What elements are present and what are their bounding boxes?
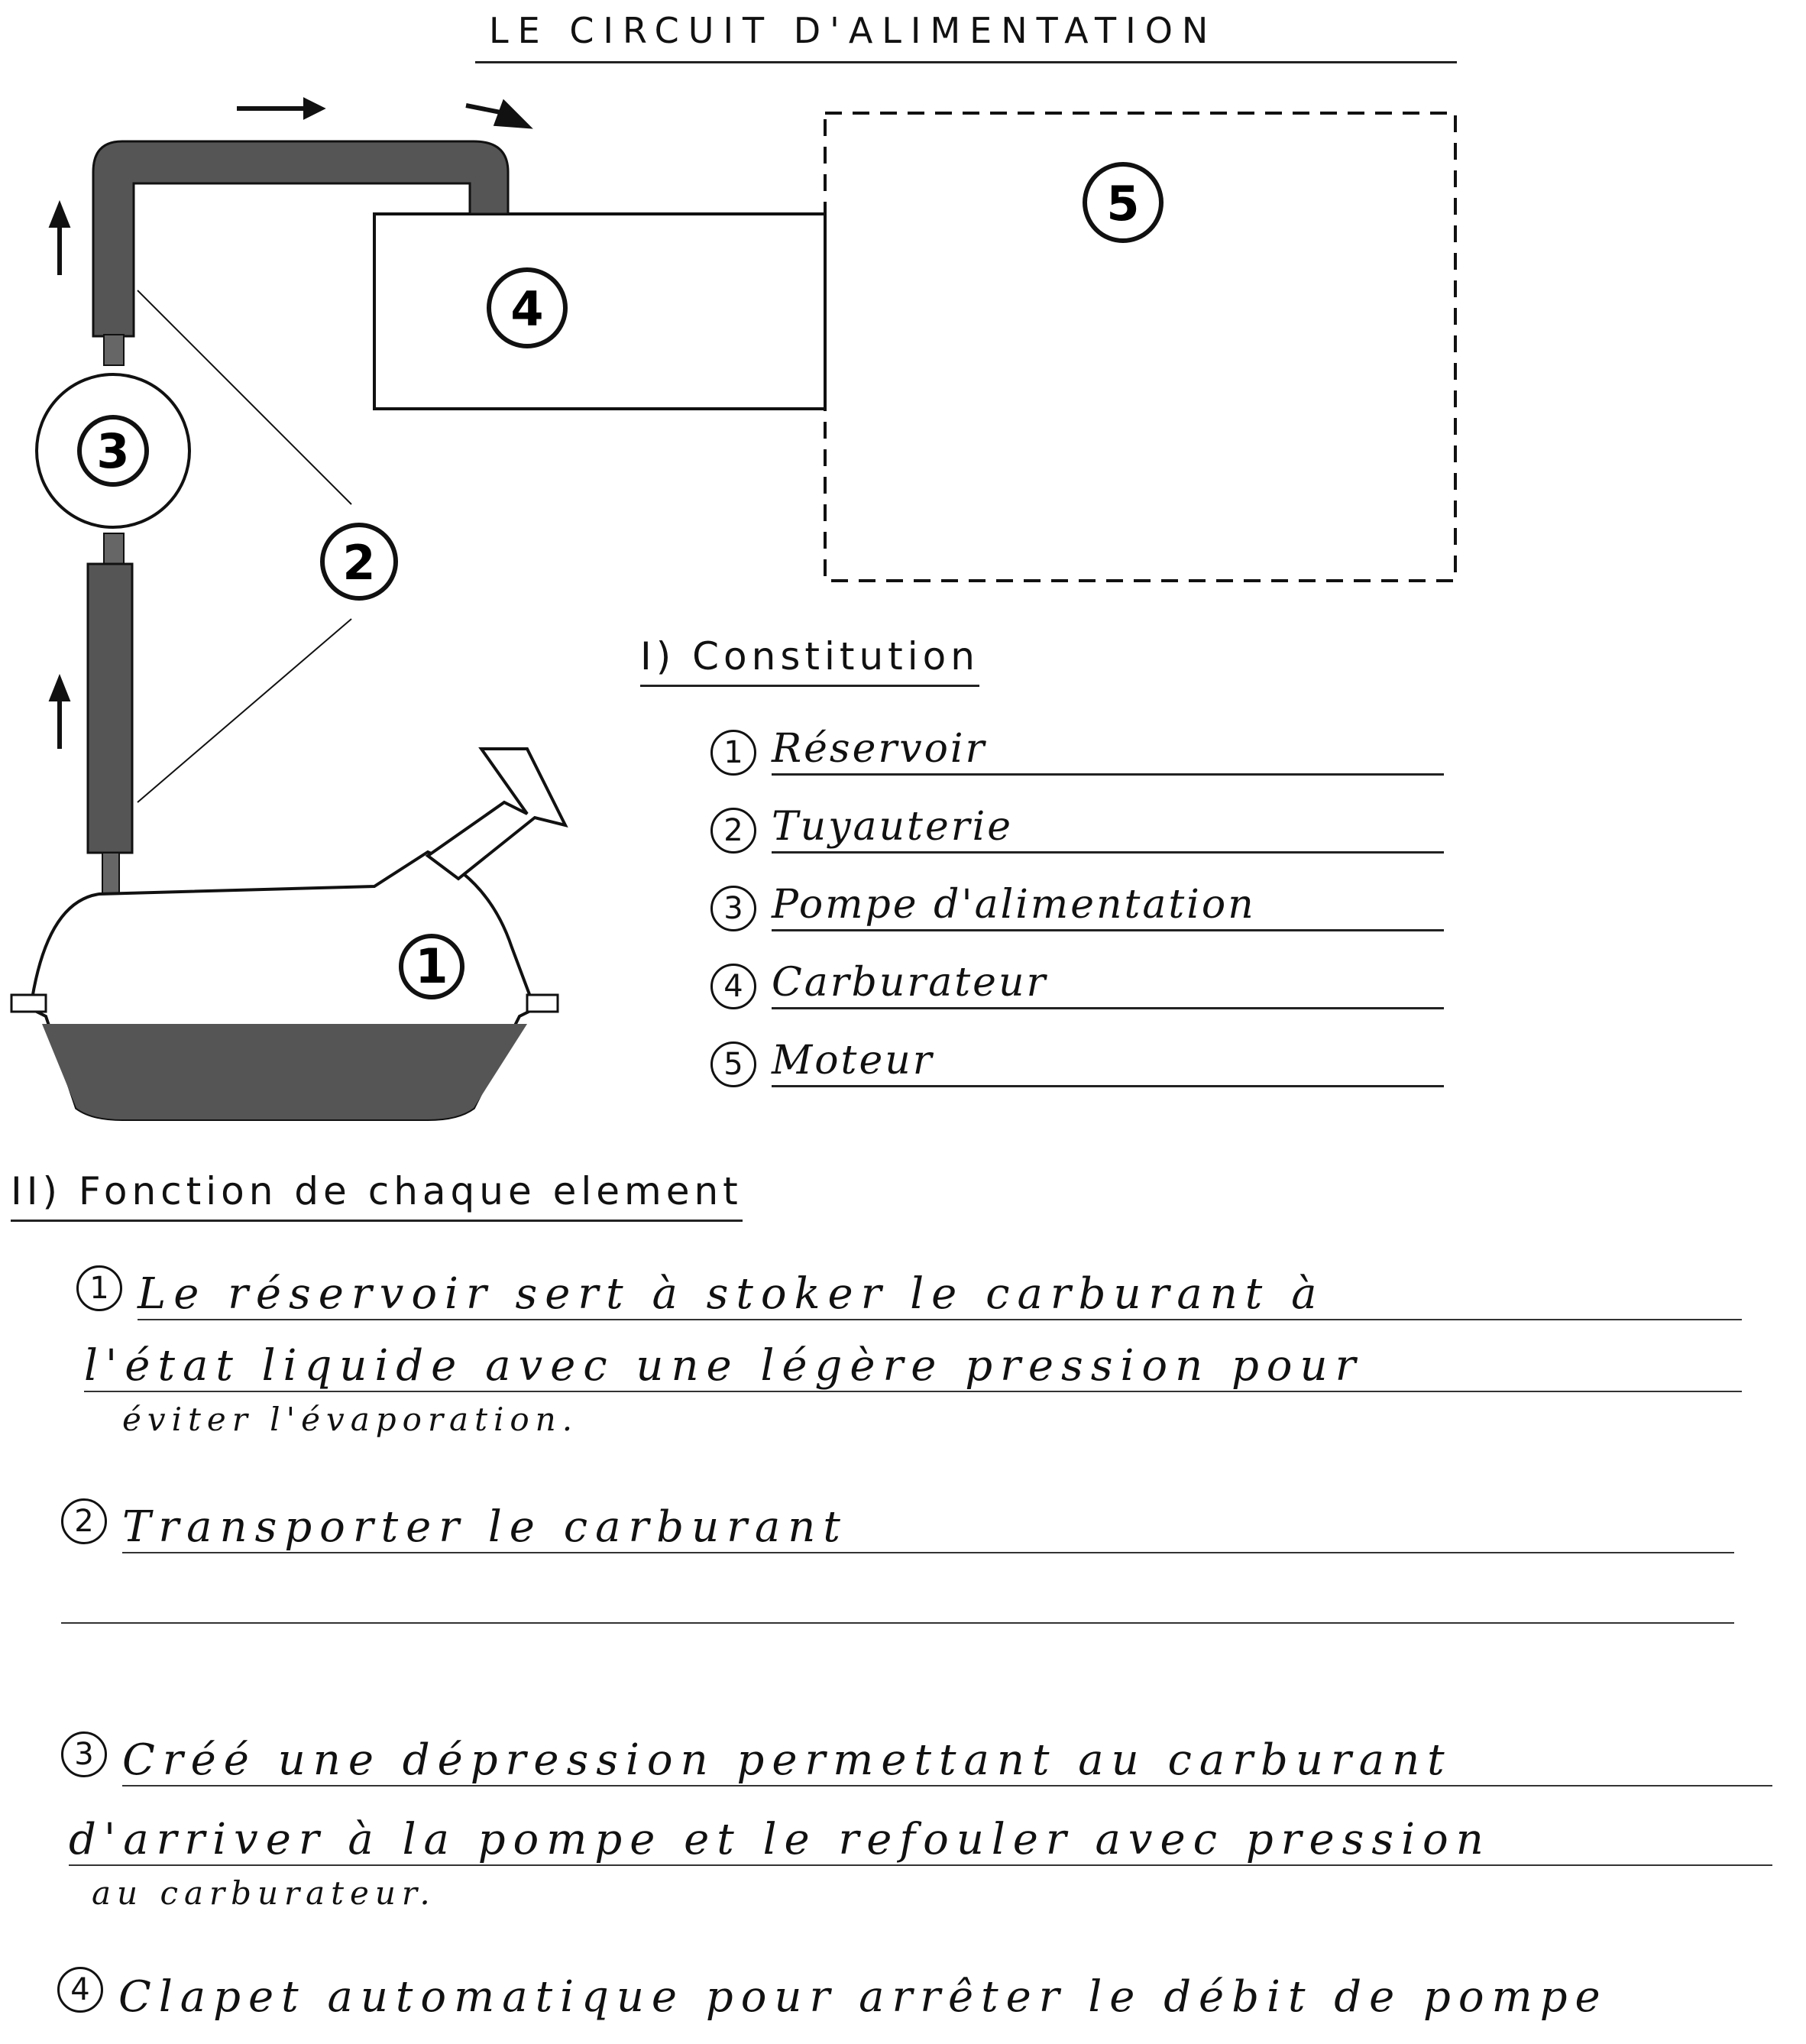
fonction-item-2: [61, 1486, 1734, 1624]
fonction-line: au carburateur.: [92, 1874, 436, 1912]
fonction-line: Le réservoir sert à stoker le carburant à: [138, 1253, 1742, 1320]
pipe-connector-lower: [104, 533, 124, 564]
item-number: 3: [61, 1731, 107, 1777]
tank-filler-neck: [428, 749, 565, 879]
fonction-line: d'arriver à la pompe et le refouler avec pression: [69, 1799, 1772, 1866]
list-item: [710, 941, 1444, 1009]
item-text: Tuyauterie: [772, 795, 1444, 854]
item-number: 4: [710, 964, 756, 1009]
constitution-heading: I) Constitution: [640, 634, 979, 687]
pipe-lower: [88, 564, 132, 853]
page-title: LE CIRCUIT D'ALIMENTATION: [489, 10, 1218, 51]
fonction-item-4: [57, 1956, 1776, 2022]
item-text: Carburateur: [772, 951, 1444, 1009]
list-item: [710, 707, 1444, 776]
fonction-item-1: [76, 1253, 1742, 1438]
item-text: Moteur: [772, 1028, 1444, 1087]
fonction-line: [61, 1569, 1734, 1624]
fonction-line: Créé une dépression permettant au carburant: [122, 1719, 1772, 1786]
list-item: [710, 863, 1444, 931]
carburetor-box: [374, 214, 825, 409]
fonction-item-3: [61, 1719, 1772, 1912]
leader-lines: [138, 290, 351, 802]
item-number: 1: [710, 730, 756, 776]
item-number: 1: [76, 1265, 122, 1311]
list-item: [710, 1019, 1444, 1087]
label-4: 4: [510, 281, 544, 337]
fonction-line: l'état liquide avec une légère pression pour: [84, 1325, 1742, 1392]
pipe-connector-upper: [104, 335, 124, 365]
label-2: 2: [342, 535, 376, 591]
label-5: 5: [1106, 176, 1140, 232]
list-item: [710, 785, 1444, 854]
item-text: Pompe d'alimentation: [772, 873, 1444, 931]
tank-tab-left: [11, 995, 46, 1012]
label-3: 3: [96, 423, 130, 479]
fonction-line: éviter l'évaporation.: [122, 1401, 579, 1438]
item-text: Réservoir: [772, 717, 1444, 776]
fonction-line: Clapet automatique pour arrêter le débit de pompe: [118, 1972, 1608, 2022]
item-number: 2: [61, 1498, 107, 1544]
item-number: 4: [57, 1967, 103, 2013]
tank-tab-right: [527, 995, 558, 1012]
constitution-list: [710, 707, 1444, 1087]
fonction-line: Transporter le carburant: [122, 1486, 1734, 1553]
fonction-heading: II) Fonction de chaque element: [11, 1169, 743, 1222]
item-number: 3: [710, 886, 756, 931]
item-number: 2: [710, 808, 756, 854]
label-1: 1: [415, 938, 448, 994]
tank-fuel: [42, 1024, 527, 1119]
title-underline: [475, 61, 1457, 63]
item-number: 5: [710, 1041, 756, 1087]
